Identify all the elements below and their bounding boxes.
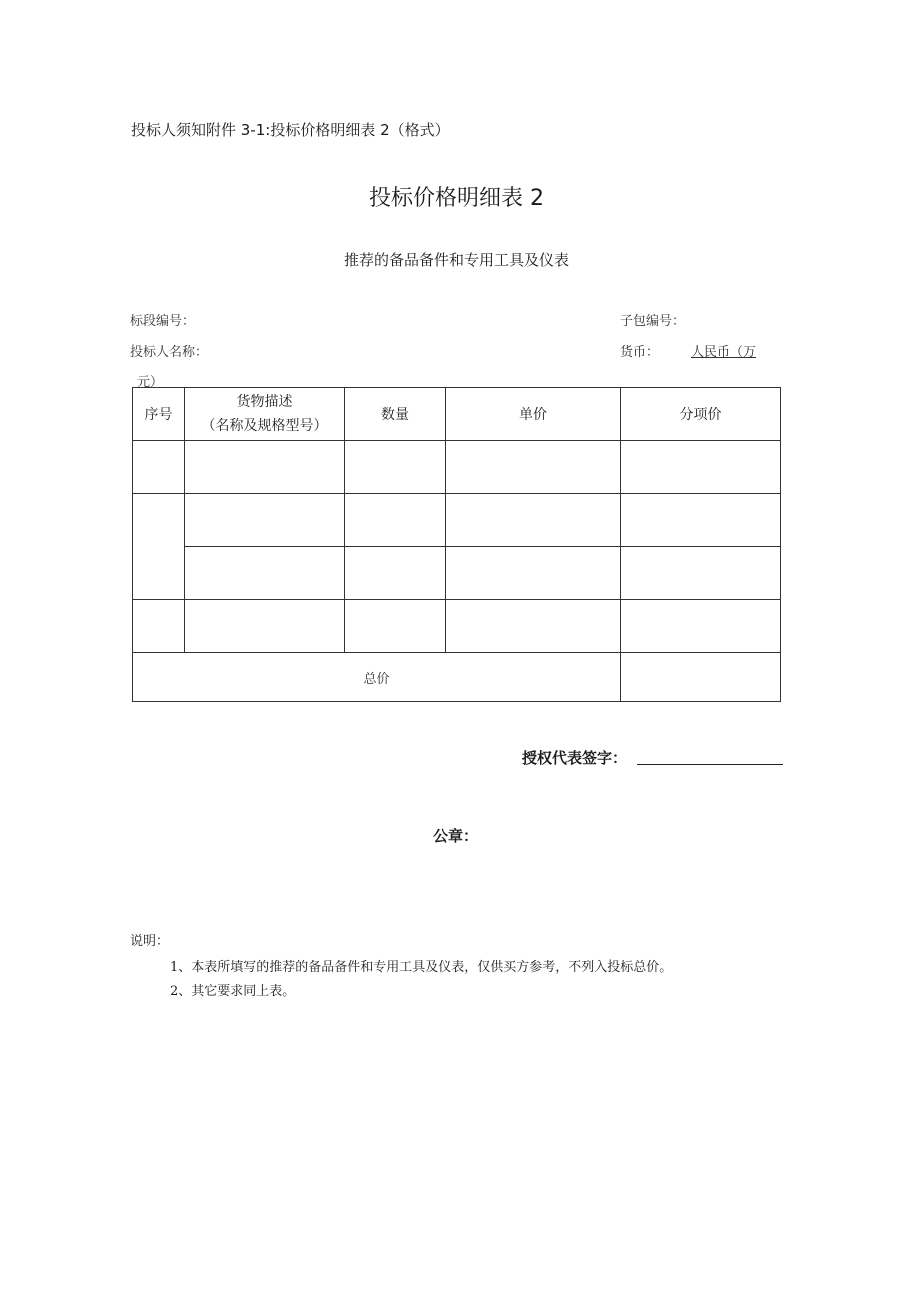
quantity-cell	[345, 441, 446, 494]
unit-price-cell	[446, 600, 621, 653]
note-item: 2、其它要求同上表。	[170, 984, 296, 999]
quantity-cell	[345, 547, 446, 600]
table-row	[133, 441, 781, 494]
header-goods-line2: （名称及规格型号）	[201, 418, 328, 434]
lot-number-label: 标段编号：	[130, 314, 196, 329]
total-row	[133, 653, 781, 702]
table-row	[133, 547, 781, 600]
document-title: 投标价格明细表 2	[369, 186, 544, 211]
item-price-cell	[621, 600, 781, 653]
quantity-cell	[345, 600, 446, 653]
seal-label: 公章：	[433, 827, 479, 845]
header-item-price: 分项价	[621, 388, 781, 441]
table-header-row	[133, 388, 781, 441]
currency-value: 人民币（万	[691, 345, 757, 360]
item-price-cell	[621, 547, 781, 600]
unit-price-cell	[446, 547, 621, 600]
header-unit-price: 单价	[446, 388, 621, 441]
header-note: 投标人须知附件 3-1:投标价格明细表 2（格式）	[131, 121, 450, 139]
unit-price-cell	[446, 441, 621, 494]
goods-cell	[185, 600, 345, 653]
table-row	[133, 494, 781, 547]
currency-unit-suffix: 元）	[137, 375, 164, 390]
document-subtitle: 推荐的备品备件和专用工具及仪表	[343, 251, 569, 269]
signature-label: 授权代表签字：	[522, 749, 628, 767]
header-seq: 序号	[133, 388, 185, 441]
signature-line	[637, 764, 783, 765]
seq-cell	[133, 600, 185, 653]
unit-price-cell	[446, 494, 621, 547]
goods-cell	[185, 441, 345, 494]
goods-cell	[185, 494, 345, 547]
seq-cell	[133, 441, 185, 494]
subpackage-number-label: 子包编号：	[620, 314, 686, 329]
table-row	[133, 600, 781, 653]
currency-label: 货币：	[620, 345, 660, 360]
header-goods-line1: 货物描述	[236, 394, 293, 410]
item-price-cell	[621, 494, 781, 547]
header-goods-description	[185, 388, 345, 441]
item-price-cell	[621, 441, 781, 494]
bidder-name-label: 投标人名称：	[130, 345, 209, 360]
quantity-cell	[345, 494, 446, 547]
note-item: 1、本表所填写的推荐的备品备件和专用工具及仪表，仅供买方参考，不列入投标总价。	[170, 960, 673, 975]
goods-cell	[185, 547, 345, 600]
seq-cell	[133, 494, 185, 600]
total-label: 总价	[133, 653, 621, 702]
price-detail-table	[132, 387, 781, 702]
notes-title: 说明：	[130, 934, 170, 949]
header-quantity: 数量	[345, 388, 446, 441]
total-value-cell	[621, 653, 781, 702]
